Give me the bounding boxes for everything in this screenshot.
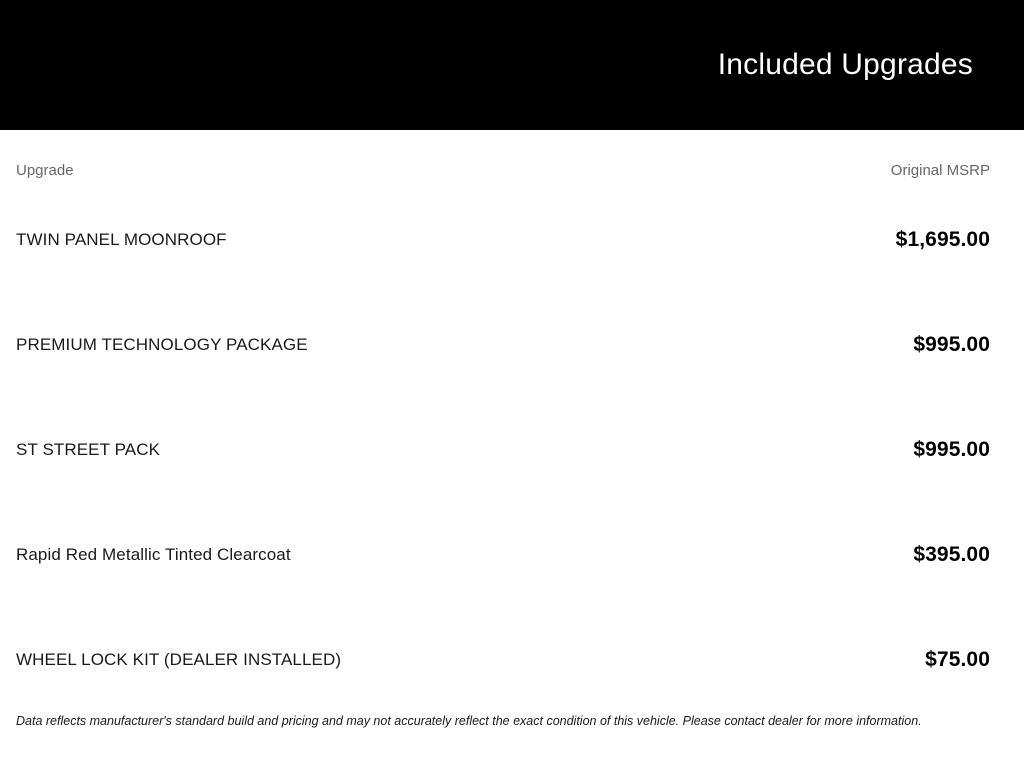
table-row	[16, 502, 990, 607]
upgrade-name: Rapid Red Metallic Tinted Clearcoat	[16, 544, 291, 564]
upgrade-name: TWIN PANEL MOONROOF	[16, 229, 227, 249]
table-row	[16, 607, 990, 712]
upgrade-name: ST STREET PACK	[16, 439, 161, 459]
table-header-row	[16, 161, 990, 180]
table-row	[16, 187, 990, 292]
table-row	[16, 292, 990, 397]
upgrade-price: $995.00	[913, 437, 990, 461]
page-title: Included Upgrades	[717, 48, 973, 81]
upgrade-price: $75.00	[925, 647, 990, 671]
column-header-original-msrp: Original MSRP	[890, 162, 990, 179]
disclaimer-text: Data reflects manufacturer's standard build and pricing and may not accurately reflect the exact condition of this vehicle. Please contact dealer for more information.	[16, 714, 922, 728]
upgrade-price: $395.00	[913, 542, 990, 566]
upgrade-price: $995.00	[913, 332, 990, 356]
table-row	[16, 397, 990, 502]
upgrade-name: WHEEL LOCK KIT (DEALER INSTALLED)	[16, 649, 342, 669]
upgrades-table	[0, 161, 1024, 728]
column-header-upgrade: Upgrade	[16, 162, 74, 179]
table-body	[16, 187, 990, 712]
upgrade-price: $1,695.00	[895, 227, 990, 251]
hero-banner	[0, 0, 1024, 130]
upgrade-name: PREMIUM TECHNOLOGY PACKAGE	[16, 334, 308, 354]
